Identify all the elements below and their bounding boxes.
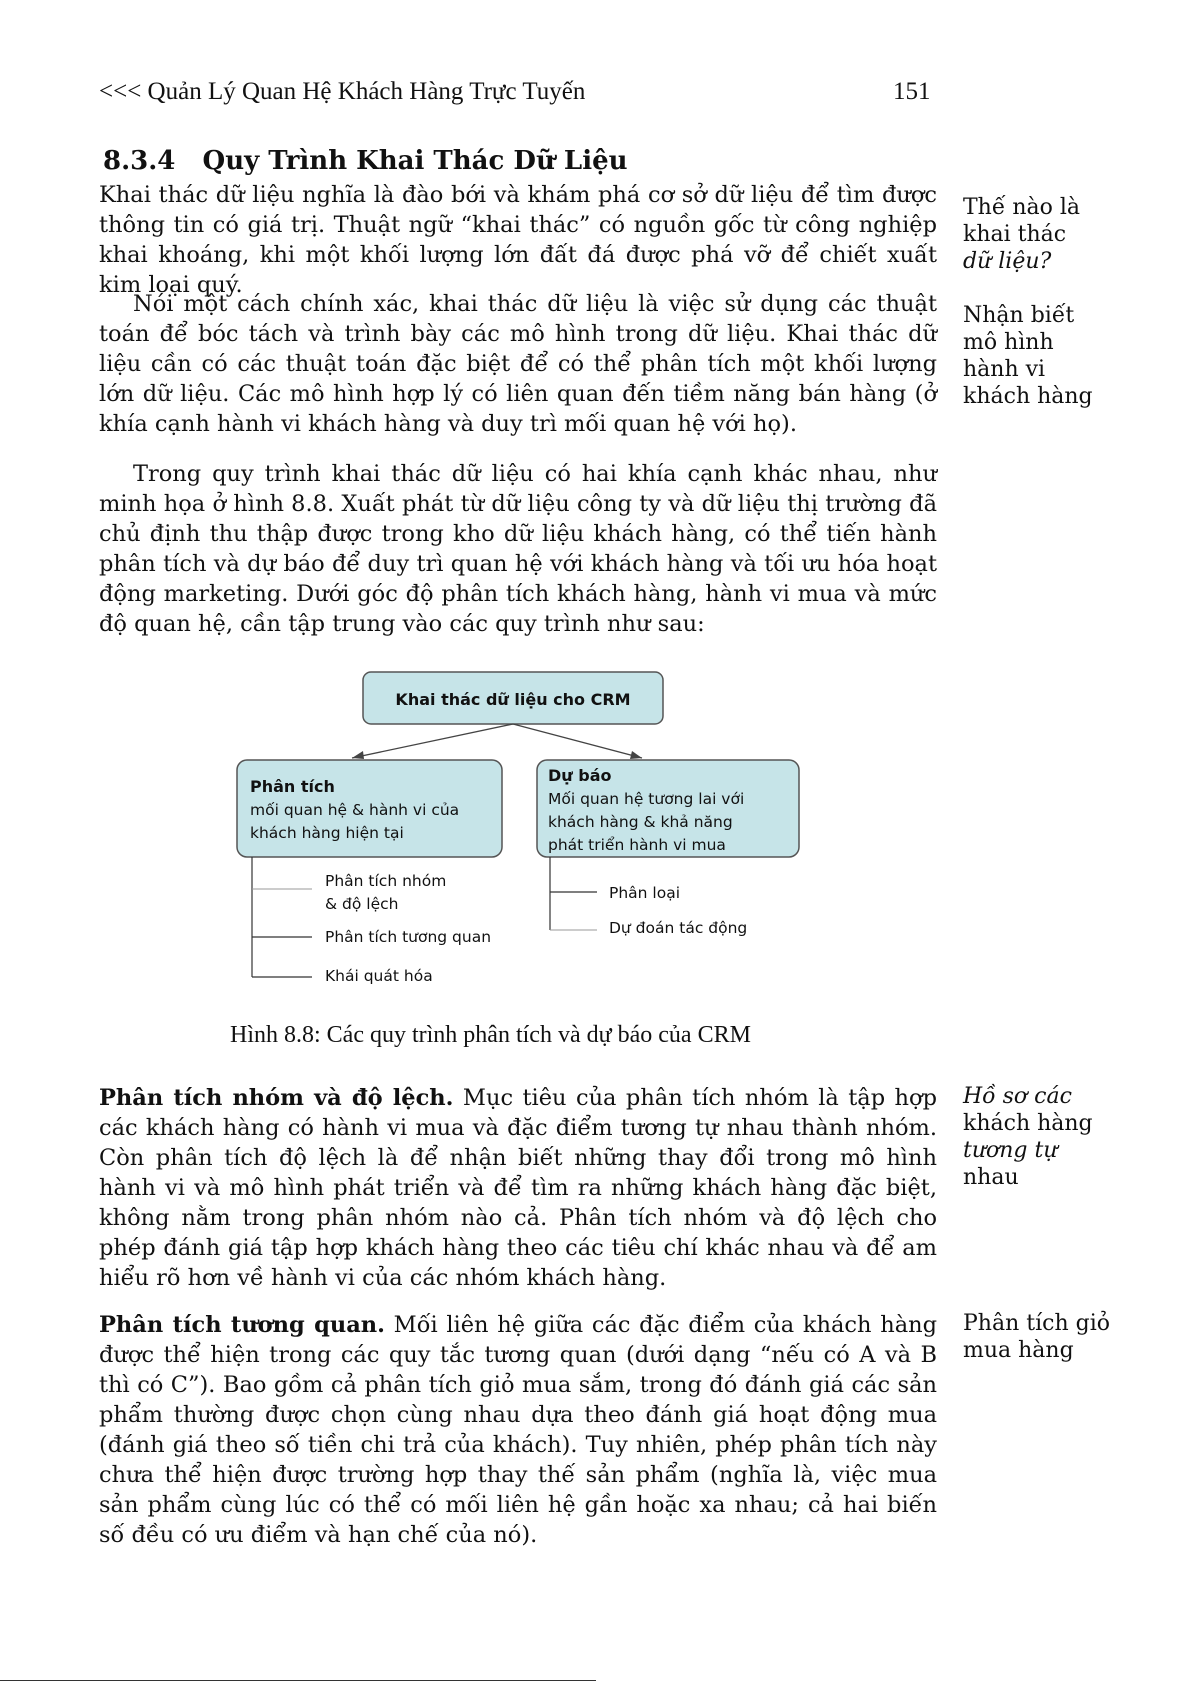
paragraph-4	[99, 1083, 937, 1293]
paragraph-4-body: Mục tiêu của phân tích nhóm là tập hợp các khách hàng có hành vi mua và đặc điểm tương tự nhau thành nhóm. Còn phân tích độ lệch là để nhận biết những thay đổi trong mô hình hành vi và mô hình phát triển và để tìm ra những khách hàng đặc biệt, không nằm trong phân nhóm nào cả. Phân tích nhóm và độ lệch cho phép đánh giá tập hợp khách hàng theo các tiêu chí khác nhau và để am hiểu rõ hơn về hành vi của các nhóm khách hàng.	[99, 1085, 937, 1291]
item-deviation: & độ lệch	[325, 895, 399, 913]
running-header: <<< Quản Lý Quan Hệ Khách Hàng Trực Tuyến	[99, 78, 586, 105]
margin-note-line: nhau	[963, 1165, 1019, 1190]
section-heading	[103, 146, 628, 176]
margin-note-line: dữ liệu?	[963, 249, 1052, 274]
forecast-line-1: Mối quan hệ tương lai với	[548, 790, 745, 808]
margin-note-data-mining	[963, 194, 1113, 275]
analysis-line-2: khách hàng hiện tại	[250, 824, 404, 842]
margin-note-line: khách hàng	[963, 1111, 1093, 1136]
section-title: Quy Trình Khai Thác Dữ Liệu	[202, 146, 628, 176]
arrowhead-right	[630, 751, 642, 759]
margin-note-line: tương tự	[963, 1138, 1058, 1163]
margin-note-line: Hồ sơ các	[963, 1084, 1072, 1109]
item-generalization: Khái quát hóa	[325, 967, 433, 985]
margin-note-basket-analysis	[963, 1310, 1113, 1364]
margin-note-line: khai thác	[963, 222, 1067, 247]
forecast-line-3: phát triển hành vi mua	[548, 836, 726, 854]
item-classification: Phân loại	[609, 884, 681, 902]
margin-note-line: Thế nào là	[963, 195, 1081, 220]
paragraph-5-lead: Phân tích tương quan.	[99, 1312, 385, 1338]
paragraph-2: Nói một cách chính xác, khai thác dữ liệu là việc sử dụng các thuật toán để bóc tách và trình bày các mô hình trong dữ liệu. Khai thác dữ liệu cần có các thuật toán đặc biệt để có thể phân tích một khối lượng lớn dữ liệu. Các mô hình hợp lý có liên quan đến tiềm năng bán hàng (ở khía cạnh hành vi khách hàng và duy trì mối quan hệ với họ).	[99, 291, 937, 437]
margin-note-line: Nhận biết	[963, 303, 1075, 328]
footnote-rule	[0, 1680, 596, 1681]
margin-note-similar-customers	[963, 1083, 1113, 1191]
margin-note-line: khách hàng	[963, 384, 1093, 409]
paragraph-5-body: Mối liên hệ giữa các đặc điểm của khách hàng được thể hiện trong các quy tắc tương quan (dưới dạng “nếu có A và B thì có C”). Bao gồm cả phân tích giỏ mua sắm, trong đó đánh giá các sản phẩm thường được chọn cùng nhau dựa theo đánh giá hoạt động mua (đánh giá theo số tiền chi trả của khách). Tuy nhiên, phép phân tích này chưa thể hiện được trường hợp thay thế sản phẩm (nghĩa là, việc mua sản phẩm cùng lúc có thể có mối liên hệ gần hoặc xa nhau; cả hai biến số đều có ưu điểm và hạn chế của nó).	[99, 1312, 937, 1548]
paragraph-4-lead: Phân tích nhóm và độ lệch.	[99, 1085, 454, 1111]
connector-right	[513, 724, 642, 758]
figure-caption: Hình 8.8: Các quy trình phân tích và dự báo của CRM	[230, 1022, 751, 1048]
forecast-title: Dự báo	[548, 766, 612, 785]
paragraph-3: Trong quy trình khai thác dữ liệu có hai khía cạnh khác nhau, như minh họa ở hình 8.8. Xuất phát từ dữ liệu công ty và dữ liệu thị trường đã chủ định thu thập được trong kho dữ liệu khách hàng, có thể tiến hành phân tích và dự báo để duy trì quan hệ với khách hàng và tối ưu hóa hoạt động marketing. Dưới góc độ phân tích khách hàng, hành vi mua và mức độ quan hệ, cần tập trung vào các quy trình như sau:	[99, 461, 937, 637]
paragraph-5	[99, 1310, 937, 1550]
margin-note-line: Phân tích giỏ	[963, 1311, 1110, 1336]
section-number: 8.3.4	[103, 146, 176, 176]
connector-left	[352, 724, 513, 758]
margin-note-line: hành vi	[963, 357, 1046, 382]
analysis-line-1: mối quan hệ & hành vi của	[250, 801, 460, 819]
margin-note-line: mua hàng	[963, 1338, 1074, 1363]
arrowhead-left	[352, 751, 364, 759]
item-association-analysis: Phân tích tương quan	[325, 928, 492, 946]
margin-note-line: mô hình	[963, 330, 1054, 355]
paragraph-1: Khai thác dữ liệu nghĩa là đào bới và khám phá cơ sở dữ liệu để tìm được thông tin có giá trị. Thuật ngữ “khai thác” có nguồn gốc từ công nghiệp khai khoáng, khi một khối lượng lớn đất đá được phá vỡ để chiết xuất kim loại quý.	[99, 182, 937, 298]
forecast-line-2: khách hàng & khả năng	[548, 813, 733, 831]
page-number: 151	[893, 78, 931, 105]
analysis-title: Phân tích	[250, 777, 335, 796]
crm-data-mining-diagram	[232, 667, 812, 997]
item-cluster-analysis: Phân tích nhóm	[325, 872, 447, 890]
margin-note-behavior-model	[963, 302, 1113, 410]
top-box-label: Khai thác dữ liệu cho CRM	[395, 690, 631, 709]
item-impact-prediction: Dự đoán tác động	[609, 919, 748, 937]
